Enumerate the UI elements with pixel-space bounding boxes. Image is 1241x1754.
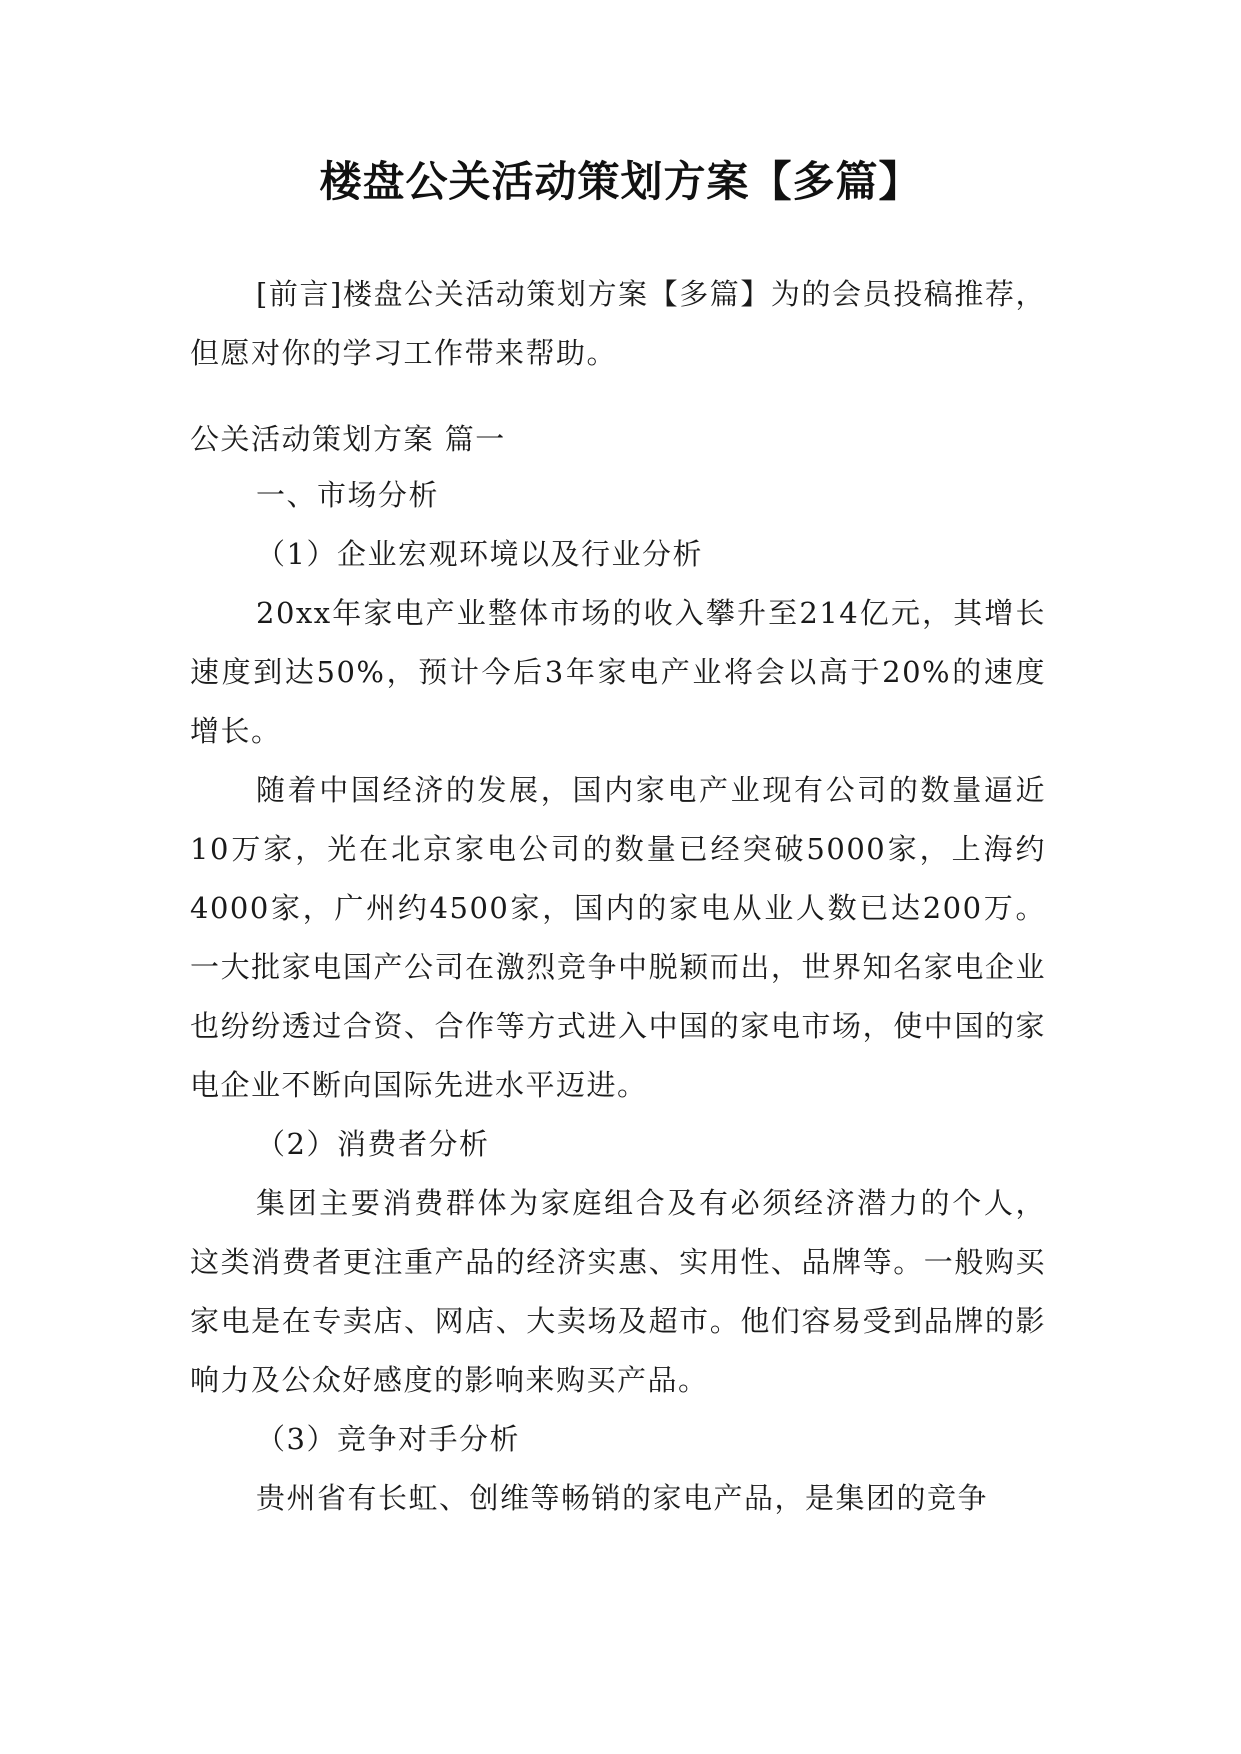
document-body — [190, 466, 1046, 1528]
paragraph-consumer: 集团主要消费群体为家庭组合及有必须经济潜力的个人，这类消费者更注重产品的经济实惠、实用性、品牌等。一般购买家电是在专卖店、网店、大卖场及超市。他们容易受到品牌的影响力及公众好感度的影响来购买产品。 — [190, 1186, 1046, 1397]
subheading-consumer-analysis: （2）消费者分析 — [256, 1127, 490, 1161]
preface-paragraph: [前言]楼盘公关活动策划方案【多篇】为的会员投稿推荐，但愿对你的学习工作带来帮助。 — [190, 277, 1046, 370]
section-title: 公关活动策划方案 篇一 — [190, 422, 506, 456]
heading-market-analysis: 一、市场分析 — [256, 478, 440, 512]
subheading-macro-environment: （1）企业宏观环境以及行业分析 — [256, 537, 703, 571]
document-title: 楼盘公关活动策划方案【多篇】 — [319, 157, 922, 206]
paragraph-competitor: 贵州省有长虹、创维等畅销的家电产品，是集团的竞争 — [256, 1481, 989, 1515]
paragraph-industry-growth: 随着中国经济的发展，国内家电产业现有公司的数量逼近10万家，光在北京家电公司的数量已经突破5000家，上海约4000家，广州约4500家，国内的家电从业人数已达200万。一大批家电国产公司在激烈竞争中脱颖而出，世界知名家电企业也纷纷透过合资、合作等方式进入中国的家电市场，使中国的家电企业不断向国际先进水平迈进。 — [190, 773, 1046, 1102]
subheading-competitor-analysis: （3）竞争对手分析 — [256, 1422, 520, 1456]
paragraph-industry-revenue: 20xx年家电产业整体市场的收入攀升至214亿元，其增长速度到达50%，预计今后3年家电产业将会以高于20%的速度增长。 — [190, 596, 1046, 748]
